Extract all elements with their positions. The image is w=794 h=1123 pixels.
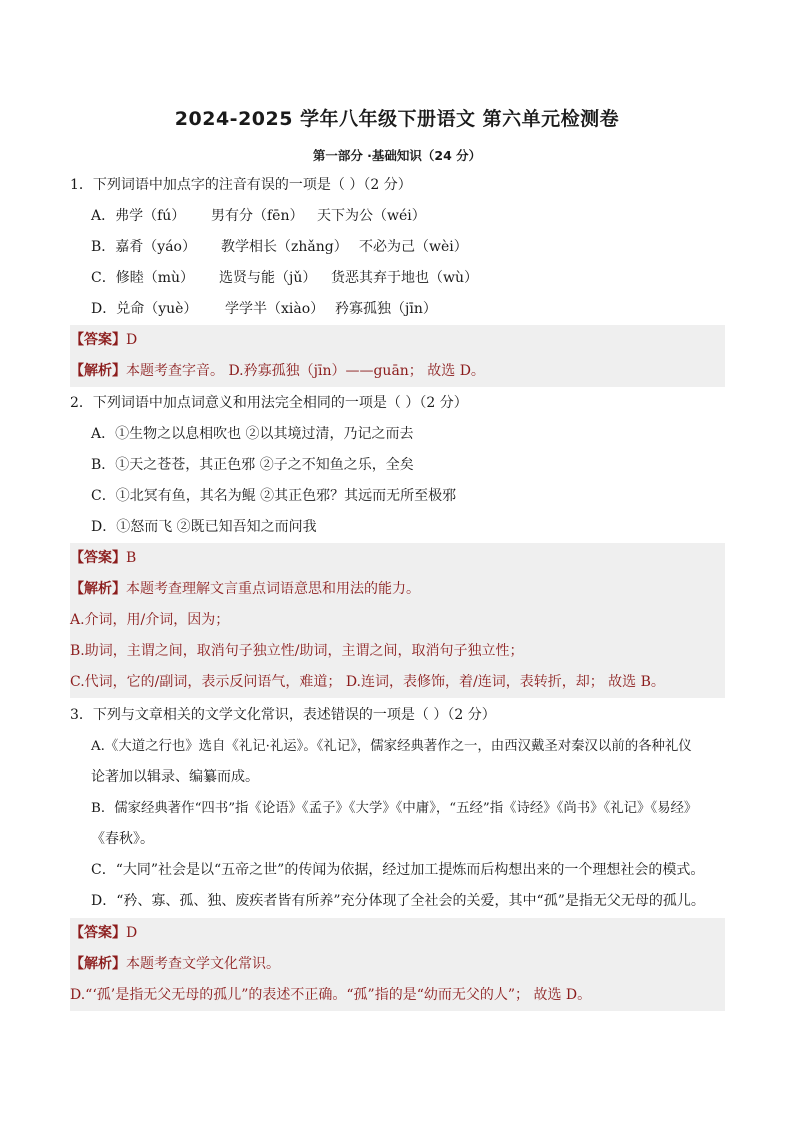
q3-note: D.“‘孤’是指无父无母的孤儿”的表述不正确。“孤”指的是“幼而无父的人”； 故选 D。 xyxy=(70,980,725,1011)
q1-stem: 1．下列词语中加点字的注音有误的一项是（ ）（2 分） xyxy=(70,177,412,193)
q1-option-b xyxy=(91,232,468,263)
q1-c-3: 货恶其弃于地也（wù） xyxy=(331,270,478,286)
analysis-text: 本题考查文学文化常识。 xyxy=(126,956,280,972)
q1-analysis xyxy=(70,356,725,387)
answer-tag: 【答案】 xyxy=(70,332,126,348)
page-title: 2024-2025 学年八年级下册语文 第六单元检测卷 xyxy=(174,108,620,130)
q1-d-3: 矜寡孤独（jīn） xyxy=(335,301,437,317)
q2-option-d: D．①怒而飞 ②既已知吾知之而问我 xyxy=(91,519,317,535)
q3-option-a-line2: 论著加以辑录、编纂而成。 xyxy=(91,769,259,785)
q1-d-1: D．兑命（yuè） xyxy=(91,301,198,317)
answer-tag: 【答案】 xyxy=(70,925,126,941)
q2-option-a: A．①生物之以息相吹也 ②以其境过清，乃记之而去 xyxy=(91,426,414,442)
analysis-tag: 【解析】 xyxy=(70,581,126,597)
q1-b-2: 教学相长（zhǎng） xyxy=(221,239,348,255)
analysis-text: 本题考查字音。 D.矜寡孤独（jīn）——guān； 故选 D。 xyxy=(126,363,485,379)
answer-tag: 【答案】 xyxy=(70,550,126,566)
q2-note-c: C.代词，它的/副词，表示反问语气，难道； D.连词，表修饰，着/连词，表转折，却； 故选 B。 xyxy=(70,667,725,698)
q3-option-a-line1: A.《大道之行也》选自《礼记·礼运》。《礼记》，儒家经典著作之一，由西汉戴圣对秦汉以前的各种礼仪 xyxy=(91,739,692,754)
q1-a-2: 男有分（fēn） xyxy=(211,208,304,224)
analysis-tag: 【解析】 xyxy=(70,363,126,379)
section-subtitle: 第一部分 ·基础知识（24 分） xyxy=(312,148,482,163)
q3-option-b-line2: 《春秋》。 xyxy=(91,831,154,847)
q3-answer xyxy=(70,918,725,949)
answer-value: D xyxy=(126,332,138,348)
q3-stem: 3．下列与文章相关的文学文化常识，表述错误的一项是（ ）（2 分） xyxy=(70,707,496,723)
analysis-tag: 【解析】 xyxy=(70,956,126,972)
q1-option-c xyxy=(91,263,478,294)
q3-analysis xyxy=(70,949,725,980)
q1-c-1: C．修睦（mù） xyxy=(91,270,195,286)
q1-option-a xyxy=(91,201,426,232)
q1-c-2: 选贤与能（jǔ） xyxy=(219,270,317,286)
q1-a-3: 天下为公（wéi） xyxy=(317,208,426,224)
q2-answer xyxy=(70,543,725,574)
q1-option-d xyxy=(91,294,437,325)
q1-d-2: 学学半（xiào） xyxy=(225,301,325,317)
q2-stem: 2．下列词语中加点词意义和用法完全相同的一项是（ ）（2 分） xyxy=(70,395,468,411)
answer-value: B xyxy=(126,550,137,566)
q3-option-b-line1: B．儒家经典著作“四书”指《论语》《孟子》《大学》《中庸》，“五经”指《诗经》《尚书》《礼记》《易经》 xyxy=(91,801,698,816)
q2-note-a: A.介词，用/介词，因为； xyxy=(70,605,725,636)
q1-a-1: A．弗学（fú） xyxy=(91,208,186,224)
q2-analysis xyxy=(70,574,725,605)
q1-b-3: 不必为己（wèi） xyxy=(359,239,468,255)
q2-option-c: C．①北冥有鱼，其名为鲲 ②其正色邪？其远而无所至极邪 xyxy=(91,488,457,504)
analysis-text: 本题考查理解文言重点词语意思和用法的能力。 xyxy=(126,581,420,597)
answer-value: D xyxy=(126,925,138,941)
q2-note-b: B.助词，主谓之间，取消句子独立性/助词，主谓之间，取消句子独立性； xyxy=(70,636,725,667)
q1-answer xyxy=(70,325,725,356)
q3-option-d: D．“矜、寡、孤、独、废疾者皆有所养”充分体现了全社会的关爱，其中“孤”是指无父无母的孤儿。 xyxy=(91,893,705,909)
q3-option-c: C．“大同”社会是以“五帝之世”的传闻为依据，经过加工提炼而后构想出来的一个理想社会的模式。 xyxy=(91,862,705,878)
q1-b-1: B．嘉肴（yáo） xyxy=(91,239,196,255)
q2-option-b: B．①天之苍苍，其正色邪 ②子之不知鱼之乐，全矣 xyxy=(91,457,414,473)
